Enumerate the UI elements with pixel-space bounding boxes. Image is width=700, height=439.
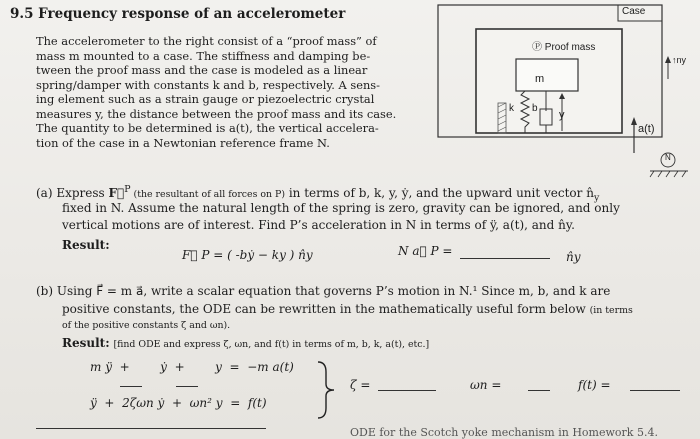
spring-label: k (509, 103, 514, 114)
part-b-result-note: [find ODE and express ζ, ωn, and f(t) in terms of m, b, k, a(t), etc.] (113, 339, 430, 350)
ode-blank-1 (120, 386, 142, 387)
accel-unit: n̂y (566, 250, 581, 264)
part-a-prefix: (a) Express (36, 186, 109, 200)
damper-label: b (532, 103, 538, 114)
problem-intro (36, 34, 431, 150)
part-b-line3: of the positive constants ζ and ωn). (62, 320, 231, 331)
proof-mass-label: Ⓟ Proof mass (532, 42, 596, 53)
intro-line: spring/damper with constants k and b, respectively. A sens- (36, 77, 380, 92)
frame-label: N (665, 153, 671, 162)
ode-blank-2 (176, 386, 198, 387)
zeta-label: ζ = (350, 378, 371, 392)
part-b-result-label: Result: (62, 336, 110, 350)
intro-line: ing element such as a strain gauge or piezoelectric crystal (36, 92, 375, 106)
accel-label: a(t) (638, 123, 655, 135)
mass-label: m (535, 73, 545, 85)
zeta-blank (378, 390, 436, 391)
footnote-rule (36, 428, 266, 429)
part-b-line2-note: (in terms (589, 305, 633, 316)
case-label: Case (622, 6, 646, 17)
problem-heading: 9.5 Frequency response of an accelerometer (10, 6, 346, 22)
footnote-fragment: ODE for the Scotch yoke mechanism in Homework 5.4. (350, 426, 658, 439)
part-a-line1-text: in terms of b, k, y, ẏ, and the upward unit vector n̂ (285, 186, 594, 200)
force-superscript: P (124, 184, 131, 195)
intro-line: mass m mounted to a case. The stiffness and damping be- (36, 48, 371, 63)
ode-equation: m ÿ + ẏ + y = −m a(t) (90, 360, 294, 374)
part-a-line3: vertical motions are of interest. Find P’s acceleration in N in terms of ÿ, a(t), and n̂y. (62, 218, 575, 232)
proof-mass-block (516, 59, 578, 91)
part-a-note: (the resultant of all forces on P) (130, 189, 286, 200)
omega-blank (528, 390, 550, 391)
part-b-line2 (62, 302, 633, 316)
ft-label: f(t) = (578, 378, 611, 392)
normalized-ode: ÿ + 2ζωn ẏ + ωn² y = f(t) (90, 396, 267, 410)
ny-subscript: y (593, 192, 600, 204)
part-b-line2-text: positive constants, the ODE can be rewritten in the mathematically useful form below (62, 302, 590, 316)
intro-line: measures y, the distance between the proof mass and its case. (36, 106, 397, 121)
part-b-line1: (b) Using F⃗ = m a⃗, write a scalar equation that governs P’s motion in N.¹ Since m, b, and k are (36, 284, 611, 298)
intro-line: tween the proof mass and the case is modeled as a linear (36, 63, 368, 77)
ft-blank (630, 390, 680, 391)
omega-label: ωn = (470, 378, 502, 392)
right-brace (314, 360, 338, 420)
diagram-drawing (436, 3, 700, 183)
y-label: y (559, 109, 565, 121)
part-b-result (62, 336, 429, 350)
accelerometer-diagram (436, 3, 700, 183)
intro-line: The accelerometer to the right consist of a “proof mass” of (36, 34, 377, 48)
ny-label: ↑ny (672, 55, 687, 65)
force-vector: F⃗ (108, 186, 125, 200)
part-a-line2: fixed in N. Assume the natural length of the spring is zero, gravity can be ignored, and only (62, 201, 620, 215)
accel-answer-blank (460, 258, 550, 259)
intro-line: tion of the case in a Newtonian reference frame N. (36, 135, 330, 150)
part-a-result-label: Result: (62, 238, 110, 252)
intro-line: The quantity to be determined is a(t), the vertical accelera- (36, 121, 379, 135)
force-result: F⃗ P = ( -bẏ − ky ) n̂y (182, 248, 313, 262)
accel-result: N a⃗ P = (398, 244, 453, 258)
